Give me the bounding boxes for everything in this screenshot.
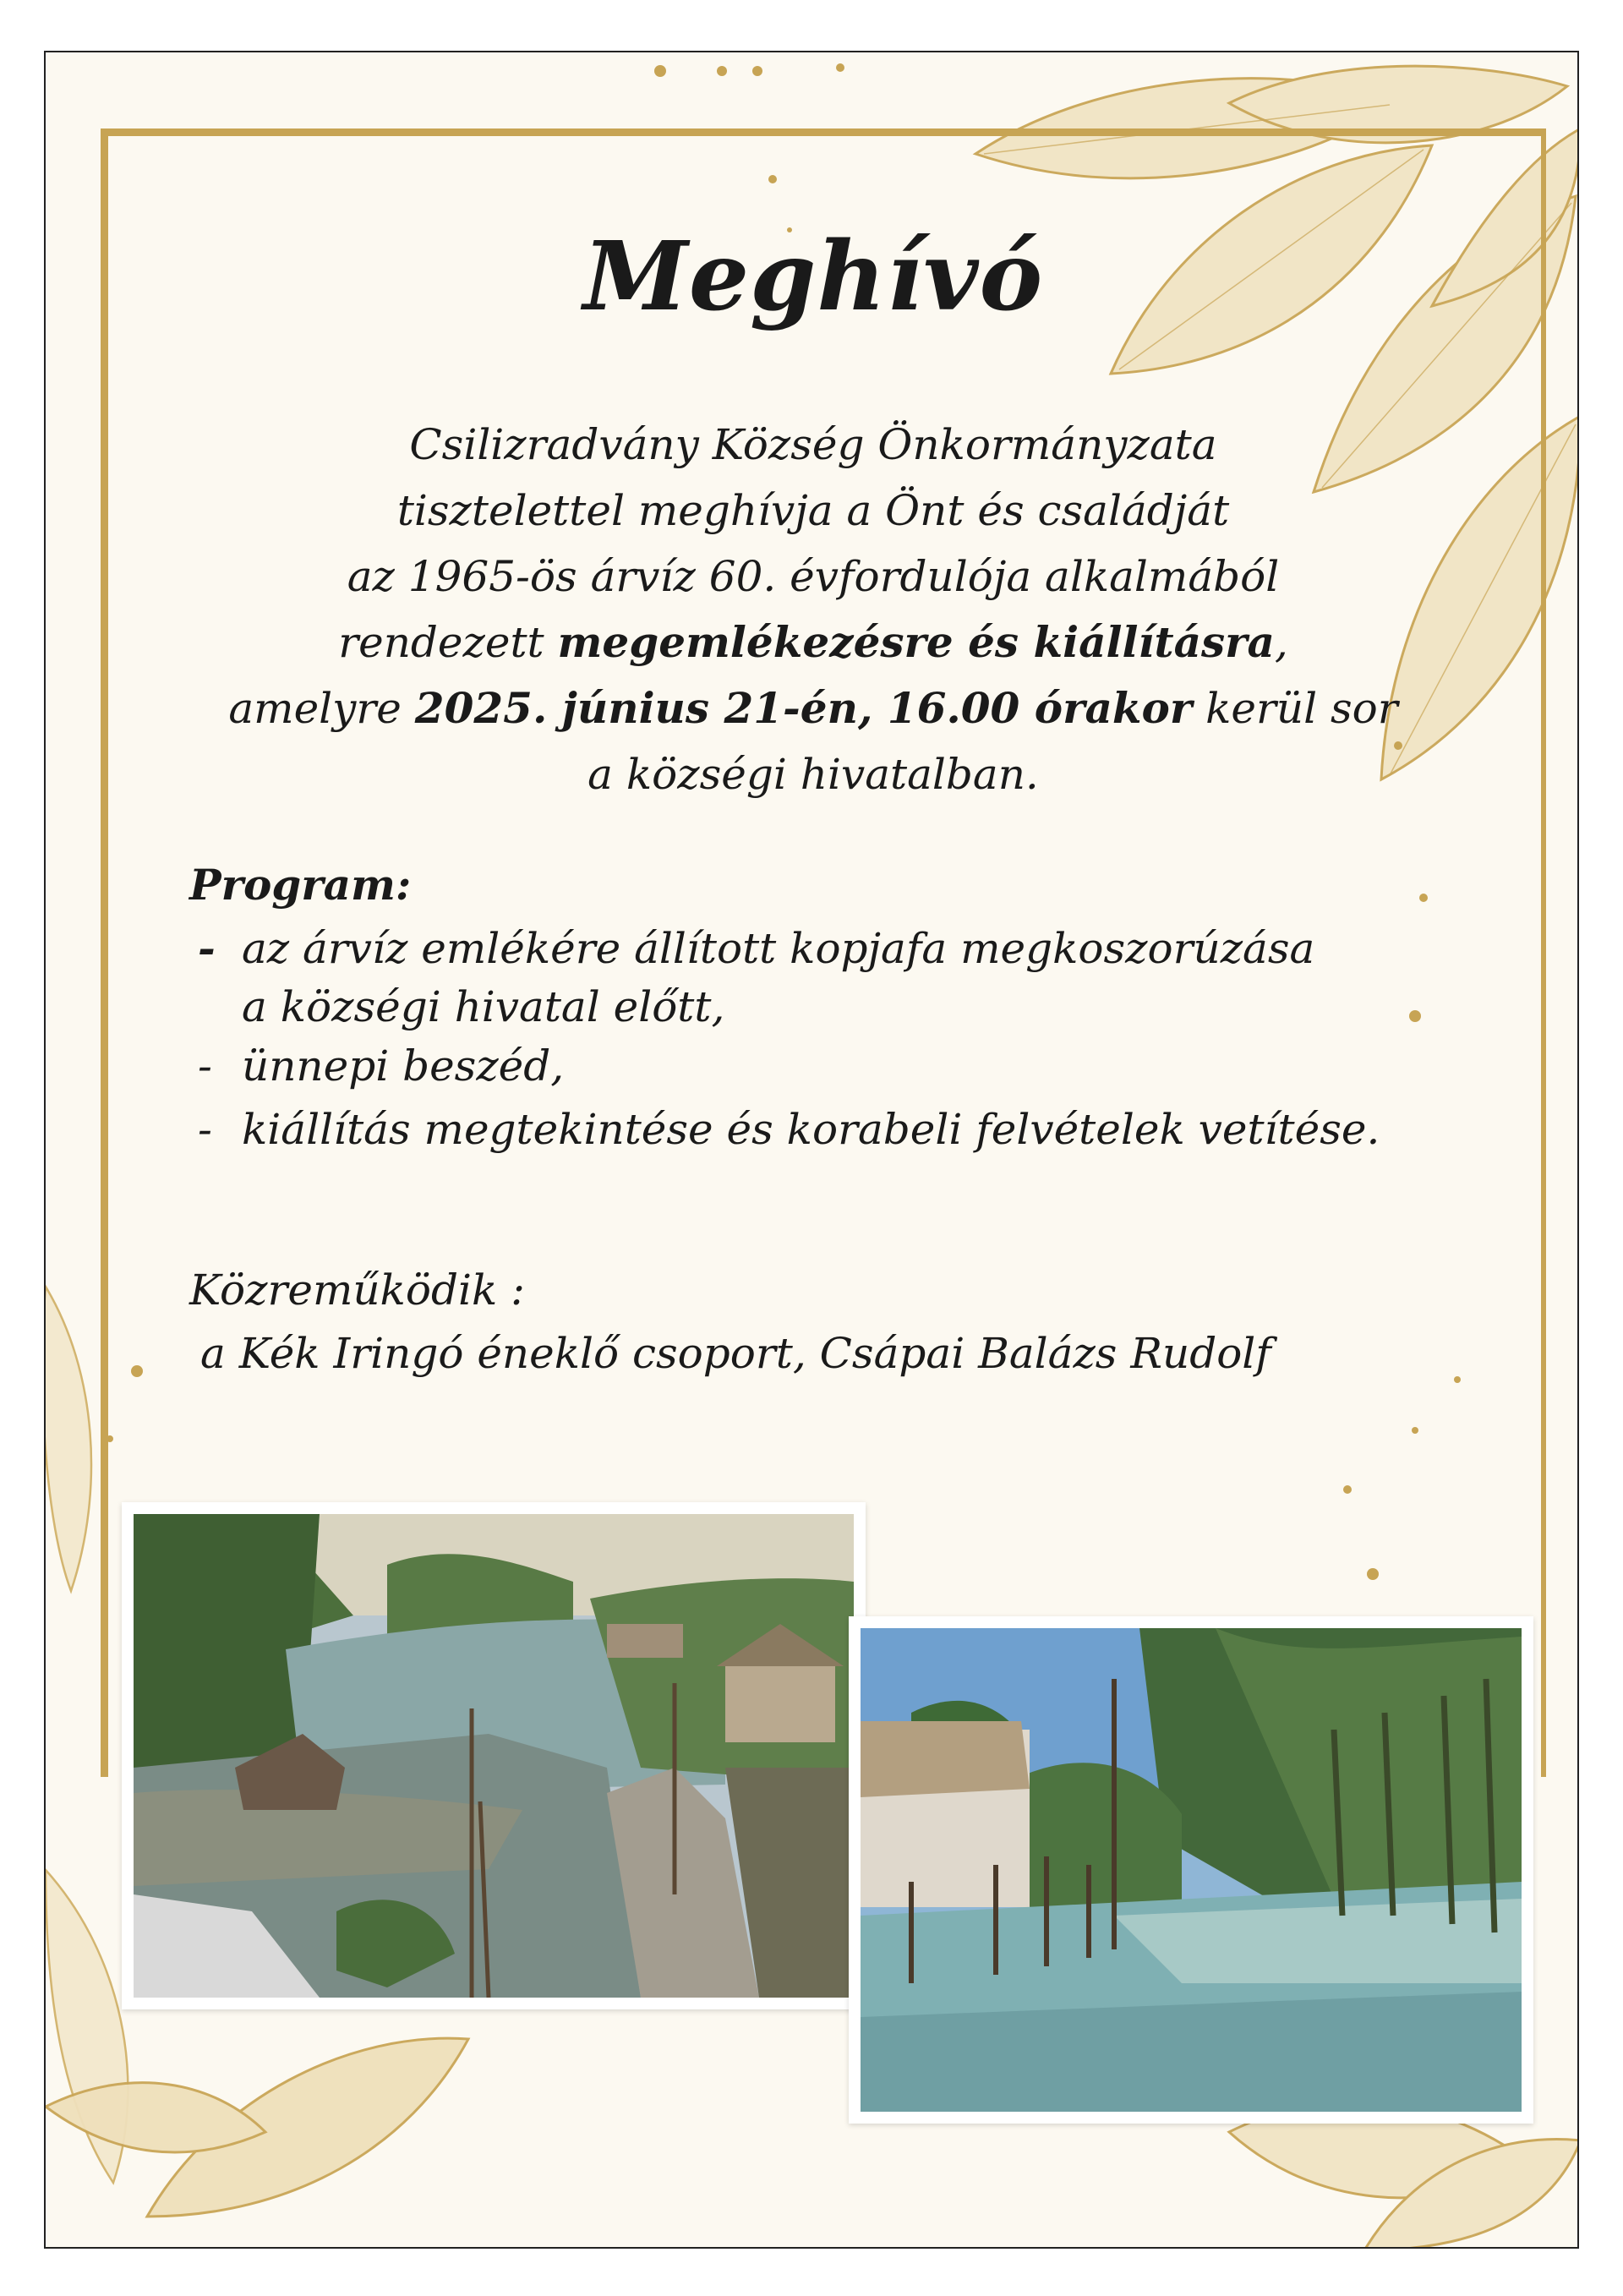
body-line-5-suffix: kerül sor (1192, 684, 1398, 733)
body-line-4-suffix: , (1274, 618, 1288, 667)
body-line-4 (46, 610, 1579, 675)
program-item-3 (198, 1105, 1380, 1154)
contributors-names: a Kék Iringó éneklő csoport, Csápai Balázs Rudolf (200, 1329, 1271, 1378)
event-date-time: 2025. június 21-én, 16.00 órakor (414, 683, 1193, 733)
program-item-2 (198, 1041, 564, 1091)
body-line-6: a községi hivatalban. (587, 750, 1039, 799)
body-line-2: tisztelettel meghívja a Önt és családját (396, 486, 1230, 535)
flood-photo-recent (849, 1616, 1533, 2124)
program-item-1-continuation: a községi hivatal előtt, (242, 982, 725, 1031)
body-line-3: az 1965-ös árvíz 60. évfordulója alkalmából (347, 552, 1280, 601)
program-heading: Program: (189, 860, 412, 910)
body-line-1: Csilizradvány Község Önkormányzata (409, 420, 1217, 469)
body-line-5-prefix: amelyre (228, 684, 415, 733)
flood-photo-historic (122, 1502, 866, 2009)
list-marker: - (198, 1105, 212, 1154)
body-line-4-prefix: rendezett (338, 618, 558, 667)
invitation-title: Meghívó (582, 221, 1044, 332)
flood-photo-historic-image (134, 1514, 854, 1998)
program-item-text: kiállítás megtekintése és korabeli felvételek vetítése. (242, 1105, 1380, 1154)
invitation-page (44, 51, 1579, 2249)
program-item-text: ünnepi beszéd, (242, 1041, 565, 1091)
program-item-text: az árvíz emlékére állított kopjafa megkoszorúzása (242, 924, 1315, 973)
body-line-5 (46, 675, 1579, 741)
list-marker: - (198, 1041, 212, 1091)
contributors-label: Közreműködik : (189, 1266, 525, 1315)
event-type: megemlékezésre és kiállításra (557, 617, 1275, 667)
flood-photo-recent-image (861, 1628, 1522, 2112)
program-item-1 (198, 923, 1314, 973)
list-marker: - (198, 923, 216, 973)
